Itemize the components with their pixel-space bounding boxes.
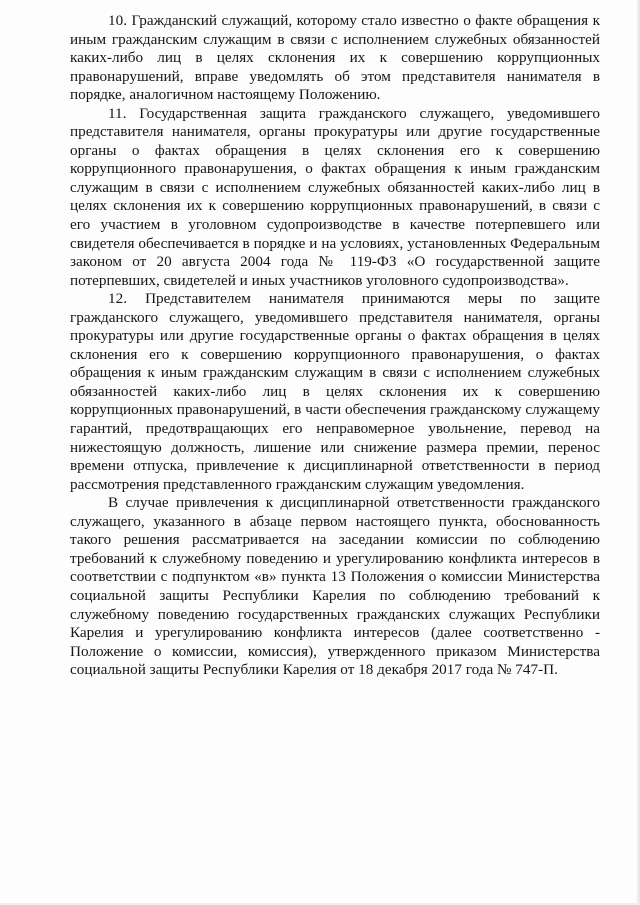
paragraph-11: 11. Государственная защита гражданского служащего, уведомившего представителя нанимателя, органы прокуратуры или другие государственные органы о фактах обращения в целях склонения его к совершению коррупционного правонарушения, о фактах обращения к иным гражданским служащим в связи с исполнением служебных обязанностей каких-либо лиц в целях склонения их к совершению коррупционных правонарушений, в связи с его участием в уголовном судопроизводстве в качестве потерпевшего или свидетеля обеспечивается в порядке и на условиях, установленных Федеральным законом от 20 августа 2004 года № 119-ФЗ «О государственной защите потерпевших, свидетелей и иных участников уголовного судопроизводства». (70, 104, 600, 289)
paragraph-10: 10. Гражданский служащий, которому стало известно о факте обращения к иным гражданским служащим в связи с исполнением служебных обязанностей каких-либо лиц в целях склонения их к совершению коррупционных правонарушений, вправе уведомлять об этом представителя нанимателя в порядке, аналогичном настоящему Положению. (70, 12, 600, 104)
paragraph-12: 12. Представителем нанимателя принимаются меры по защите гражданского служащего, уведомившего представителя нанимателя, органы прокуратуры или другие государственные органы о фактах обращения в целях склонения его к совершению коррупционного правонарушения, о фактах обращения к иным гражданским служащим в связи с исполнением служебных обязанностей каких-либо лиц в целях склонения их к совершению коррупционных правонарушений, в части обеспечения гражданскому служащему гарантий, предотвращающих его неправомерное увольнение, перевод на нижестоящую должность, лишение или снижение размера премии, перенос времени отпуска, привлечение к дисциплинарной ответственности в период рассмотрения представленного гражданским служащим уведомления. (70, 290, 600, 493)
document-body (70, 12, 600, 680)
paragraph-12-continuation: В случае привлечения к дисциплинарной ответственности гражданского служащего, указанного в абзаце первом настоящего пункта, обоснованность такого решения рассматривается на заседании комиссии по соблюдению требований к служебному поведению и урегулированию конфликта интересов в соответствии с подпунктом «в» пункта 13 Положения о комиссии Министерства социальной защиты Республики Карелия по соблюдению требований к служебному поведению государственных гражданских служащих Республики Карелия и урегулированию конфликта интересов (далее соответственно - Положение о комиссии, комиссия), утвержденного приказом Министерства социальной защиты Республики Карелия от 18 декабря 2017 года № 747-П. (70, 494, 600, 679)
